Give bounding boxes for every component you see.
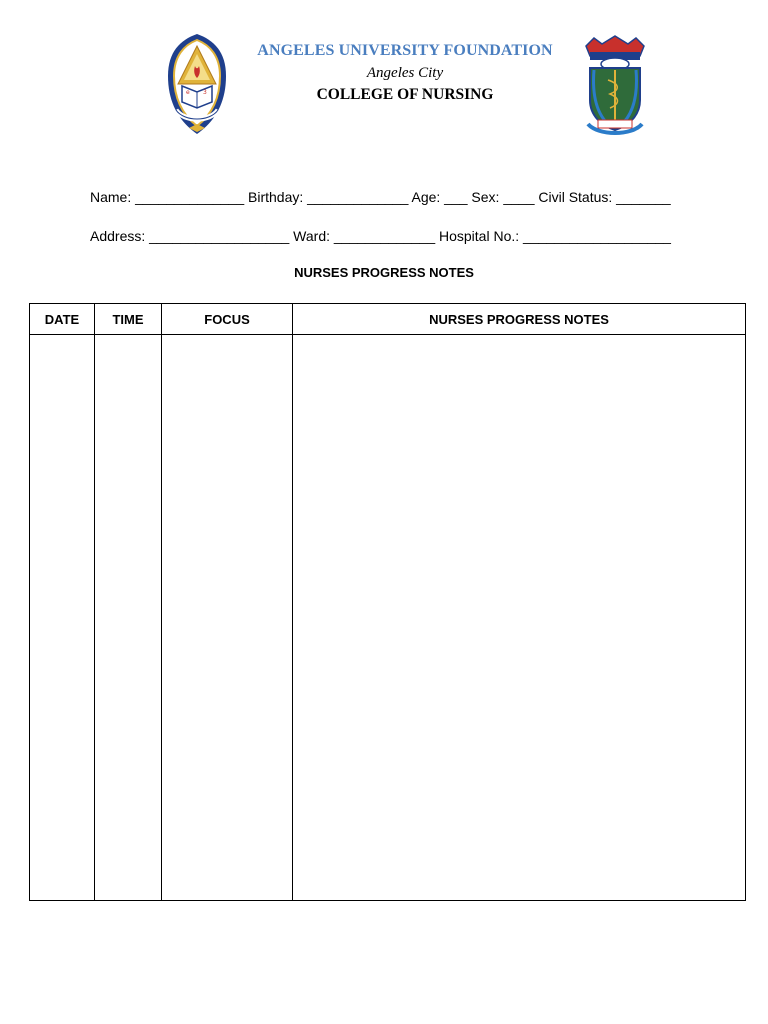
time-cell[interactable] [95,335,162,901]
focus-column-header: FOCUS [162,304,293,335]
university-seal-logo [162,30,232,140]
svg-text:3: 3 [203,89,207,96]
nursing-seal-logo [580,34,650,138]
focus-cell[interactable] [162,335,293,901]
date-column-header: DATE [30,304,95,335]
document-title: NURSES PROGRESS NOTES [294,265,474,280]
notes-cell[interactable] [293,335,746,901]
city-name: Angeles City [366,65,444,81]
patient-info-line-2: Address: __________________ Ward: _____________ Hospital No.: ___________________ [90,228,671,244]
university-name: ANGELES UNIVERSITY FOUNDATION [257,42,553,59]
header-block [250,40,560,106]
svg-text:e: e [186,89,190,96]
notes-column-header: NURSES PROGRESS NOTES [293,304,746,335]
college-name: COLLEGE OF NURSING [316,86,494,103]
table-row [30,335,746,901]
table-header-row [30,304,746,335]
progress-notes-table [29,303,746,901]
date-cell[interactable] [30,335,95,901]
patient-info-line-1: Name: ______________ Birthday: _____________ Age: ___ Sex: ____ Civil Status: _______ [90,189,671,205]
time-column-header: TIME [95,304,162,335]
